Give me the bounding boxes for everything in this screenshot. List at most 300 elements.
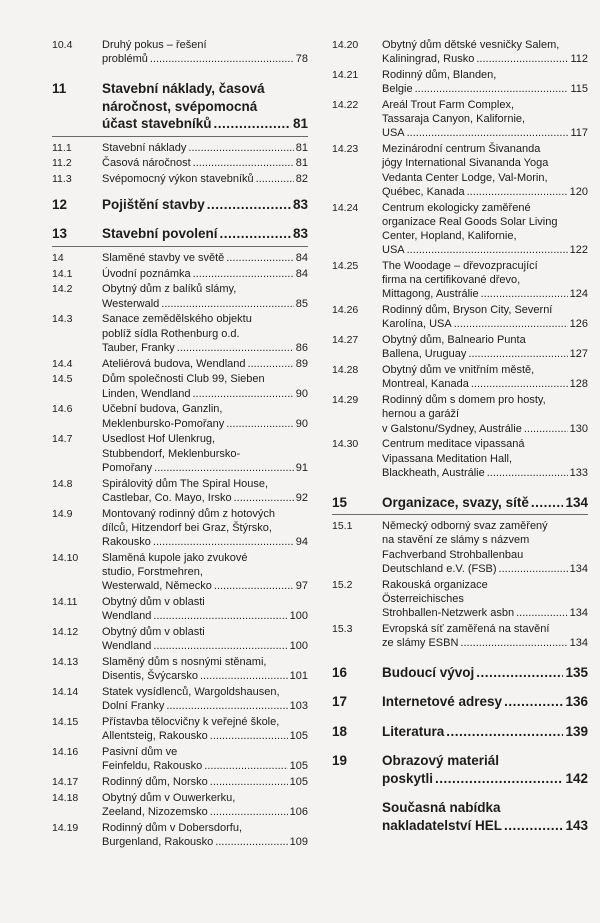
page-number: 78 [295, 53, 308, 66]
entry-title-line: Allentsteig, Rakousko [102, 730, 208, 743]
entry-title-line: Belgie [382, 83, 413, 96]
entry-title-line: problémů [102, 53, 148, 66]
entry-number: 14.24 [332, 201, 359, 214]
entry-last-line [102, 267, 308, 281]
leader-dots [161, 297, 293, 311]
toc-entry-e-14-7 [52, 432, 308, 475]
entry-title-line: Usedlost Hof Ulenkrug, [102, 433, 216, 446]
toc-entry-e-15-1 [332, 519, 588, 576]
entry-body [382, 68, 588, 96]
entry-last-line [382, 82, 588, 96]
toc-entry-e-14-12 [52, 625, 308, 653]
spacer [332, 740, 588, 752]
entry-title-line: Vipassana Meditation Hall, [382, 452, 513, 465]
entry-title-line: Montovaný rodinný dům z hotových [102, 507, 276, 520]
section-divider [52, 246, 308, 247]
toc-entry-e-14-19 [52, 821, 308, 849]
leader-dots [210, 775, 288, 789]
entry-last-line [102, 579, 308, 593]
entry-last-line [382, 693, 588, 711]
entry-title-line: Ateliérová budova, Wendland [102, 357, 246, 370]
entry-title-line: USA [382, 127, 405, 140]
entry-number: 14.5 [52, 373, 73, 386]
toc-entry-e-14-6 [52, 402, 308, 430]
entry-last-line [382, 287, 588, 301]
entry-title-line: ze slámy ESBN [382, 636, 459, 649]
toc-left-column [52, 38, 308, 851]
entry-body [382, 799, 588, 834]
entry-title-line: Stavební povolení [102, 226, 218, 242]
entry-title-line: Stavební náklady, časová [102, 81, 265, 96]
leader-dots [200, 669, 288, 683]
entry-title-line: Ballena, Uruguay [382, 348, 467, 361]
entry-title-line: Spirálovitý dům The Spiral House, [102, 477, 269, 490]
leader-dots [454, 317, 568, 331]
entry-title-line: Centrum meditace vipassaná [382, 438, 525, 451]
toc-entry-e-14-11 [52, 595, 308, 623]
entry-last-line [382, 664, 588, 682]
entry-body [102, 745, 308, 773]
entry-title-line: Rodinný dům, Bryson City, Severní [382, 304, 553, 317]
leader-dots [407, 126, 569, 140]
entry-last-line [102, 729, 308, 743]
leader-dots [460, 636, 567, 650]
entry-title-line: Montreal, Kanada [382, 378, 469, 391]
entry-last-line [102, 141, 308, 155]
page-number: 97 [295, 580, 308, 593]
leader-dots [220, 225, 291, 243]
entry-last-line [382, 636, 588, 650]
entry-number: 14.21 [332, 69, 359, 81]
page-number: 100 [289, 610, 308, 623]
entry-body [102, 225, 308, 243]
entry-last-line [382, 377, 588, 391]
page-number: 105 [289, 730, 308, 743]
leader-dots [487, 466, 568, 480]
entry-title-line: Obytný dům v Ouwerkerku, [102, 791, 236, 804]
entry-body [102, 372, 308, 400]
entry-last-line [102, 225, 308, 243]
entry-title-line: Druhý pokus – řešení [102, 39, 207, 51]
entry-title-line: Rodinný dům s domem pro hosty, [382, 394, 546, 407]
leader-dots [476, 664, 563, 682]
entry-body [382, 38, 588, 66]
entry-body [102, 196, 308, 214]
leader-dots [214, 115, 291, 133]
leader-dots [256, 172, 294, 186]
toc-entry-e-14-13 [52, 655, 308, 683]
entry-number: 16 [332, 664, 348, 680]
entry-last-line [102, 387, 308, 401]
entry-title-line: Westerwald [102, 297, 160, 310]
page-number: 134 [565, 494, 588, 510]
entry-body [102, 507, 308, 550]
leader-dots [207, 196, 291, 214]
toc-entry-e-14-10 [52, 551, 308, 594]
entry-last-line [102, 759, 308, 773]
entry-number: 11.1 [52, 141, 72, 154]
page-number: 105 [289, 776, 308, 789]
entry-number: 14.8 [52, 477, 73, 490]
entry-title-line: Obytný dům ve vnitřním městě, [382, 364, 535, 377]
leader-dots [193, 156, 294, 170]
entry-title-line: dílců, Hitzendorf bei Graz, Štýrsko, [102, 521, 272, 534]
toc-entry-e-14-25 [332, 259, 588, 302]
page-number: 81 [295, 141, 308, 154]
entry-last-line [382, 243, 588, 257]
entry-title-line: Stubbendorf, Meklenbursko- [102, 447, 241, 460]
page-number: 85 [295, 297, 308, 310]
leader-dots [476, 52, 568, 66]
entry-title-line: The Woodage – dřevozpracující [382, 260, 538, 273]
leader-dots [467, 185, 568, 199]
entry-title-line: Obytný dům v oblasti [102, 626, 205, 639]
leader-dots [481, 287, 568, 301]
entry-title-line: Pojištění stavby [102, 196, 205, 212]
entry-title-line: Literatura [382, 723, 445, 739]
page-number: 112 [570, 53, 588, 66]
entry-last-line [102, 156, 308, 170]
entry-number: 15 [332, 494, 348, 510]
entry-number: 18 [332, 723, 348, 739]
entry-title-line: Westerwald, Německo [102, 580, 212, 593]
toc-entry-e-14-3 [52, 312, 308, 355]
entry-last-line [382, 422, 588, 436]
entry-title-line: hernou a garáží [382, 408, 460, 421]
entry-body [382, 363, 588, 391]
section-divider [332, 514, 588, 515]
entry-body [102, 625, 308, 653]
toc-chapter-c-13 [52, 225, 308, 243]
toc-chapter-c-18 [332, 723, 588, 741]
page-number: 109 [289, 836, 308, 849]
leader-dots [153, 535, 294, 549]
entry-number: 14.23 [332, 143, 359, 156]
entry-body [102, 551, 308, 594]
entry-body [102, 312, 308, 355]
entry-title-line: Statek vysídlenců, Wargoldshausen, [102, 686, 280, 699]
page-number: 91 [295, 461, 308, 474]
entry-number: 11 [52, 81, 67, 96]
entry-number: 19 [332, 753, 348, 769]
entry-body [382, 519, 588, 576]
entry-title-line: Wendland [102, 610, 152, 623]
leader-dots [226, 417, 293, 431]
entry-number: 14.1 [52, 267, 73, 280]
entry-title-line: Zeeland, Nizozemsko [102, 806, 208, 819]
entry-title-line: poblíž sídla Rothenburg o.d. [102, 327, 240, 340]
page-number: 135 [565, 664, 588, 680]
entry-last-line [382, 317, 588, 331]
entry-number: 11.2 [52, 157, 72, 170]
page-number: 130 [569, 422, 588, 435]
entry-last-line [382, 126, 588, 140]
page-number: 92 [295, 491, 308, 504]
entry-body [102, 775, 308, 789]
toc-entry-e-14-5 [52, 372, 308, 400]
toc-entry-e-14-16 [52, 745, 308, 773]
toc-chapter-c-11 [52, 80, 308, 133]
entry-last-line [102, 196, 308, 214]
entry-number: 15.2 [332, 578, 353, 591]
entry-number: 14.3 [52, 313, 73, 326]
entry-title-line: Linden, Wendland [102, 387, 191, 400]
leader-dots [192, 387, 293, 401]
entry-title-line: Stavební náklady [102, 141, 187, 154]
page-number: 134 [569, 562, 588, 575]
toc-entry-e-14-26 [332, 303, 588, 331]
entry-number: 14.30 [332, 438, 359, 451]
entry-last-line [382, 723, 588, 741]
entry-title-line: Učební budova, Ganzlin, [102, 403, 223, 416]
entry-body [382, 664, 588, 682]
toc-entry-e-14 [52, 251, 308, 265]
toc-entry-e-15-2 [332, 578, 588, 621]
entry-title-line: Karolína, USA [382, 318, 452, 331]
entry-title-line: Castlebar, Co. Mayo, Irsko [102, 491, 232, 504]
toc-right-column [332, 38, 588, 834]
toc-entry-e-14-15 [52, 715, 308, 743]
entry-title-line: Rodinný dům, Blanden, [382, 69, 497, 81]
toc-chapter-c-15 [332, 494, 588, 512]
leader-dots [214, 579, 294, 593]
entry-title-line: Rodinný dům, Norsko [102, 776, 208, 789]
page-number: 94 [295, 536, 308, 549]
entry-title-line: Kaliningrad, Rusko [382, 53, 475, 66]
entry-body [382, 723, 588, 741]
entry-number: 14.6 [52, 403, 73, 416]
entry-body [382, 693, 588, 711]
toc-entry-e-14-17 [52, 775, 308, 789]
entry-title-line: Centrum ekologicky zaměřené [382, 201, 531, 214]
entry-last-line [102, 775, 308, 789]
entry-last-line [102, 341, 308, 355]
entry-title-line: Pasivní dům ve [102, 746, 178, 759]
leader-dots [248, 357, 294, 371]
leader-dots [188, 141, 293, 155]
entry-title-line: Blackheath, Austrálie [382, 466, 485, 479]
entry-title-line: Obytný dům z balíků slámy, [102, 283, 237, 296]
entry-body [382, 494, 588, 512]
entry-last-line [382, 606, 588, 620]
leader-dots [153, 609, 287, 623]
entry-number: 14.26 [332, 304, 359, 317]
toc-entry-e-11-1 [52, 141, 308, 155]
entry-body [102, 141, 308, 155]
entry-last-line [102, 669, 308, 683]
page-number: 90 [295, 417, 308, 430]
page-number: 83 [292, 226, 308, 242]
entry-last-line [382, 770, 588, 788]
entry-body [382, 259, 588, 302]
entry-body [382, 752, 588, 787]
entry-title-line: Současná nabídka [382, 800, 501, 816]
entry-number: 14.7 [52, 433, 73, 446]
entry-number: 14.29 [332, 394, 359, 407]
entry-title-line: Obytný dům v oblasti [102, 596, 205, 609]
entry-title-line: Strohballen-Netzwerk asbn [382, 606, 515, 619]
entry-body [102, 595, 308, 623]
toc-entry-e-14-21 [332, 68, 588, 96]
spacer [332, 711, 588, 723]
toc-entry-e-14-2 [52, 282, 308, 310]
toc-entry-e-14-20 [332, 38, 588, 66]
entry-title-line: Vedanta Center Lodge, Val-Morin, [382, 171, 548, 184]
entry-body [102, 715, 308, 743]
entry-body [382, 578, 588, 621]
entry-title-line: Přístavba tělocvičny k veřejné škole, [102, 716, 280, 729]
toc-chapter-c-nab [332, 799, 588, 834]
entry-title-line: Německý odborný svaz zaměřený [382, 520, 548, 533]
toc-entry-e-10-4 [52, 38, 308, 66]
entry-title-line: Časová náročnost [102, 157, 191, 170]
page-number: 83 [292, 196, 308, 212]
entry-title-line: Slaměný dům s nosnými stěnami, [102, 656, 267, 669]
entry-body [102, 172, 308, 186]
leader-dots [531, 494, 564, 512]
toc-entry-e-15-3 [332, 622, 588, 650]
entry-title-line: Rakouská organizace [382, 578, 488, 591]
entry-title-line: Evropská síť zaměřená na stavění [382, 622, 550, 635]
entry-number: 13 [52, 226, 68, 242]
entry-title-line: Feinfeldu, Rakousko [102, 760, 203, 773]
toc-entry-e-14-18 [52, 791, 308, 819]
leader-dots [193, 267, 294, 281]
page-number: 90 [295, 387, 308, 400]
entry-body [102, 251, 308, 265]
entry-number: 14.15 [52, 716, 79, 729]
entry-title-line: Rodinný dům v Dobersdorfu, [102, 821, 243, 834]
toc-entry-e-14-8 [52, 477, 308, 505]
entry-body [102, 821, 308, 849]
entry-last-line [102, 461, 308, 475]
entry-last-line [102, 251, 308, 265]
leader-dots [153, 639, 287, 653]
toc-entry-e-14-27 [332, 333, 588, 361]
toc-entry-e-14-4 [52, 357, 308, 371]
entry-last-line [382, 185, 588, 199]
page-number: 143 [565, 817, 588, 833]
leader-dots [215, 835, 287, 849]
entry-number: 14.20 [332, 39, 359, 51]
entry-number: 14.27 [332, 334, 359, 347]
entry-last-line [102, 172, 308, 186]
toc-entry-e-11-3 [52, 172, 308, 186]
toc-entry-e-14-23 [332, 142, 588, 199]
entry-body [382, 333, 588, 361]
entry-number: 14.28 [332, 364, 359, 377]
entry-body [102, 80, 308, 133]
page-number: 127 [569, 348, 588, 361]
section-divider [52, 136, 308, 137]
entry-number: 14.17 [52, 776, 79, 789]
entry-title-line: Sanace zemědělského objektu [102, 313, 252, 326]
entry-last-line [382, 347, 588, 361]
entry-last-line [102, 805, 308, 819]
entry-last-line [382, 817, 588, 835]
leader-dots [407, 243, 568, 257]
entry-number: 14.14 [52, 686, 79, 699]
entry-number: 14.19 [52, 821, 79, 834]
entry-last-line [102, 115, 308, 133]
leader-dots [446, 723, 563, 741]
entry-title-line: jógy International Sivananda Yoga [382, 157, 549, 170]
entry-title-line: účast stavebníků [102, 116, 212, 131]
page-number: 124 [569, 288, 588, 301]
entry-title-line: Dům společnosti Club 99, Sieben [102, 373, 265, 386]
entry-body [382, 142, 588, 199]
entry-title-line: Tauber, Franky [102, 341, 175, 354]
page-number: 86 [295, 341, 308, 354]
entry-title-line: Internetové adresy [382, 694, 503, 710]
toc-entry-e-11-2 [52, 156, 308, 170]
entry-body [102, 655, 308, 683]
entry-last-line [102, 639, 308, 653]
entry-title-line: Organizace, svazy, sítě [382, 494, 529, 510]
entry-body [102, 282, 308, 310]
entry-title-line: USA [382, 244, 405, 257]
entry-number: 10.4 [52, 39, 73, 51]
entry-body [102, 477, 308, 505]
page-number: 115 [570, 83, 588, 96]
leader-dots [471, 377, 568, 391]
entry-title-line: Mezinárodní centrum Šivananda [382, 143, 541, 156]
entry-number: 14.2 [52, 283, 73, 296]
entry-number: 14.16 [52, 746, 79, 759]
leader-dots [504, 817, 563, 835]
page-number: 126 [569, 318, 588, 331]
entry-title-line: Pomořany [102, 461, 153, 474]
page-number: 134 [569, 606, 588, 619]
entry-number: 14.22 [332, 99, 359, 111]
entry-body [102, 685, 308, 713]
entry-last-line [382, 494, 588, 512]
page-number: 117 [570, 127, 588, 140]
leader-dots [210, 805, 288, 819]
entry-title-line: Wendland [102, 640, 152, 653]
entry-last-line [102, 491, 308, 505]
leader-dots [524, 422, 568, 436]
entry-last-line [102, 835, 308, 849]
page-number: 139 [565, 723, 588, 739]
entry-title-line: Úvodní poznámka [102, 267, 191, 280]
leader-dots [226, 251, 293, 265]
page-number: 81 [295, 157, 308, 170]
toc-entry-e-14-22 [332, 98, 588, 141]
page-number: 84 [295, 251, 308, 264]
entry-body [102, 38, 308, 66]
page-number: 106 [289, 806, 308, 819]
leader-dots [150, 52, 294, 66]
page-number: 122 [569, 244, 588, 257]
entry-title-line: Obrazový materiál [382, 753, 500, 769]
entry-title-line: firma na certifikované dřevo, [382, 274, 521, 287]
spacer [332, 787, 588, 799]
entry-last-line [102, 535, 308, 549]
page-number: 134 [569, 636, 588, 649]
entry-last-line [382, 562, 588, 576]
entry-number: 14.11 [52, 596, 78, 609]
entry-body [102, 156, 308, 170]
page-number: 101 [289, 670, 308, 683]
page-number: 82 [295, 173, 308, 186]
leader-dots [435, 770, 563, 788]
entry-title-line: Obytný dům, Balneario Punta [382, 334, 526, 347]
entry-number: 14.9 [52, 507, 73, 520]
entry-last-line [382, 466, 588, 480]
toc-entry-e-14-30 [332, 437, 588, 480]
entry-title-line: Burgenland, Rakousko [102, 836, 214, 849]
